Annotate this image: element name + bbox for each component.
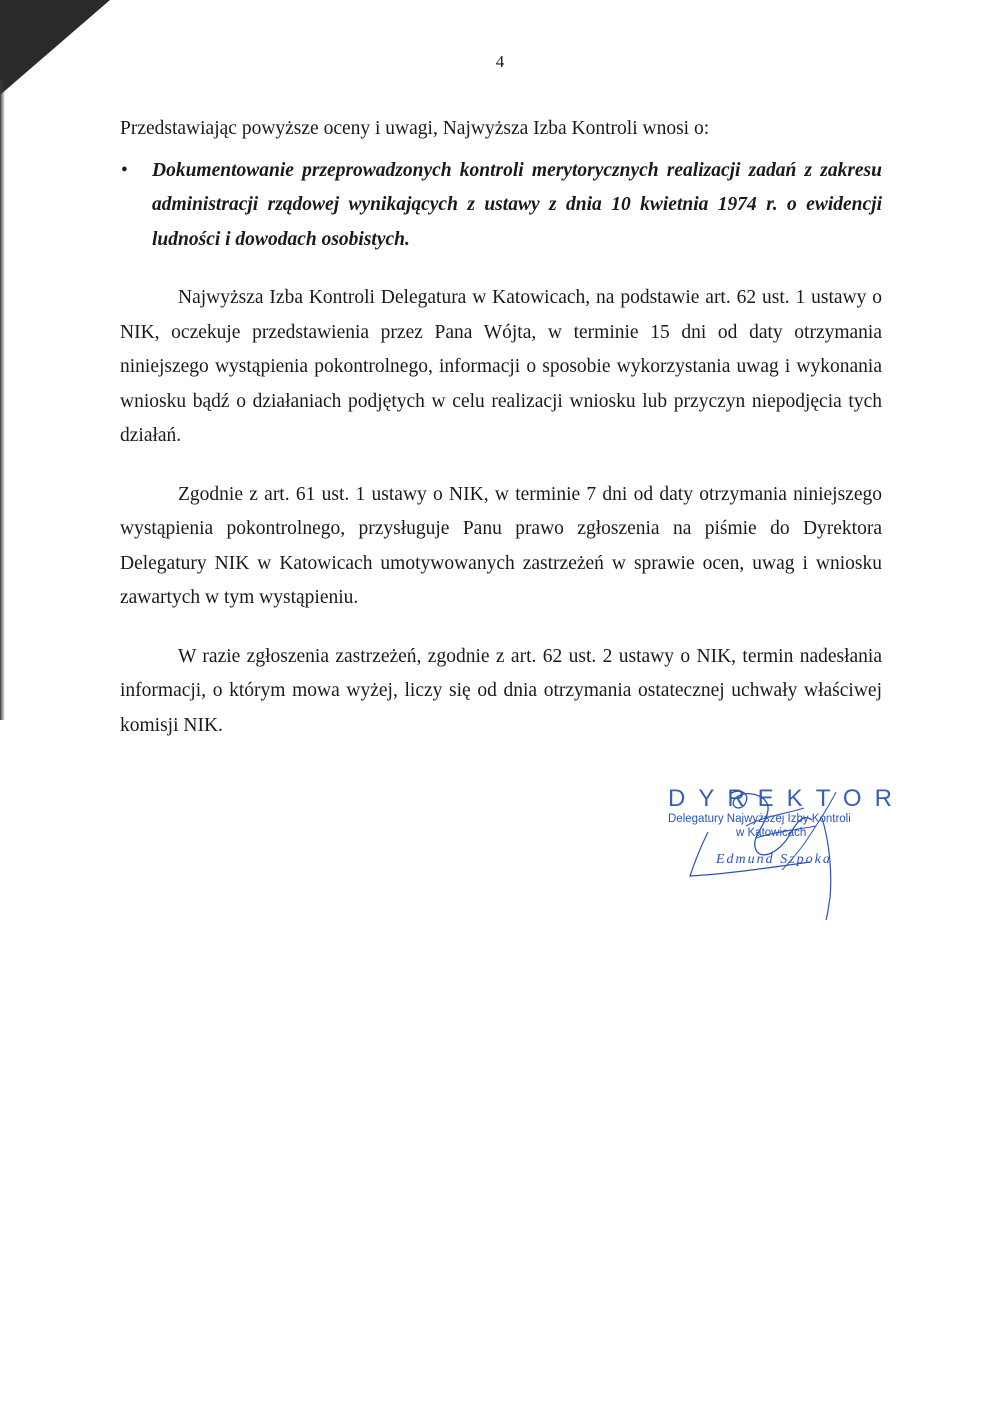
- paragraph-objection-deadline: W razie zgłoszenia zastrzeżeń, zgodnie z art. 62 ust. 2 ustawy o NIK, termin nadesłania informacji, o którym mowa wyżej, liczy się od dnia otrzymania ostatecznej uchwały właściwej komisji NIK.: [120, 645, 882, 736]
- handwritten-signature: [686, 786, 886, 926]
- motion-list: [120, 154, 882, 258]
- stamp-name: Edmund Szpoka: [716, 852, 832, 867]
- letter-body: [120, 112, 882, 743]
- paragraph-objection-right: Zgodnie z art. 61 ust. 1 ustawy o NIK, w terminie 7 dni od daty otrzymania niniejszego wystąpienia pokontrolnego, przysługuje Panu prawo zgłoszenia na piśmie do Dyrektora Delegatury NIK w Katowicach umotywowanych zastrzeżeń w sprawie ocen, uwag i wniosku zawartych w tym wystąpieniu.: [120, 483, 882, 608]
- page-number: 4: [495, 52, 505, 71]
- stamp-location: w Katowicach: [736, 827, 807, 839]
- intro-sentence: Przedstawiając powyższe oceny i uwagi, Najwyższa Izba Kontroli wnosi o:: [120, 118, 710, 139]
- stamp-title: DYREKTOR: [668, 785, 905, 812]
- stamp-institution: Delegatury Najwyższej Izby Kontroli: [668, 813, 851, 825]
- scan-corner-shadow: [0, 0, 110, 95]
- motion-text: Dokumentowanie przeprowadzonych kontroli merytorycznych realizacji zadań z zakresu administracji rządowej wynikających z ustawy z dnia 10 kwietnia 1974 r. o ewidencji ludności i dowodach osobistych.: [152, 159, 882, 250]
- bullet-icon: •: [121, 159, 128, 181]
- scan-edge-shadow: [0, 80, 5, 720]
- paragraph-information-request: Najwyższa Izba Kontroli Delegatura w Katowicach, na podstawie art. 62 ust. 1 ustawy o NIK, oczekuje przedstawienia przez Pana Wójta, w terminie 15 dni od daty otrzymania niniejszego wystąpienia pokontrolnego, informacji o sposobie wykorzystania uwag i wykonania wniosku bądź o działaniach podjętych w celu realizacji wniosku lub przyczyn niepodjęcia tych działań.: [120, 287, 882, 446]
- motion-item: [120, 154, 882, 258]
- director-stamp: [668, 785, 905, 926]
